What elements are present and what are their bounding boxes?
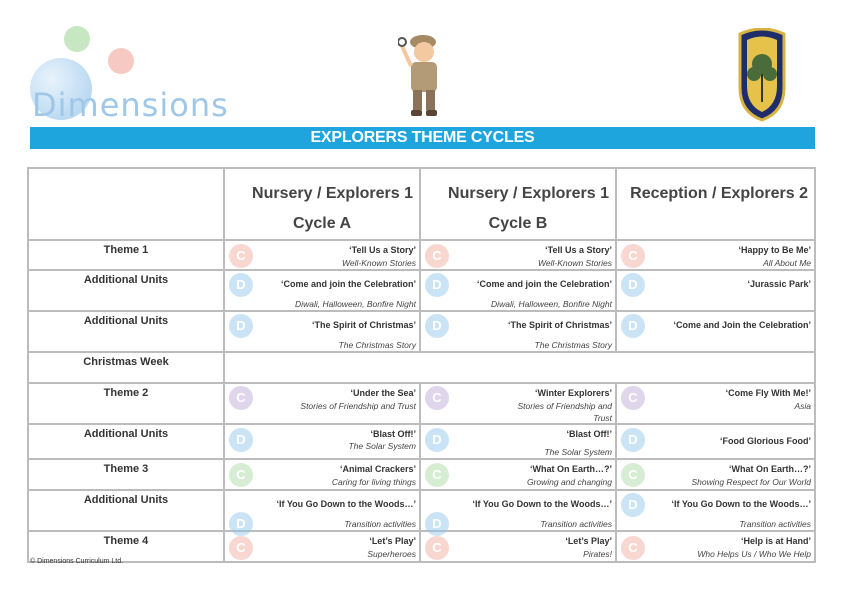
unit-subtitle: Transition activities [739,519,811,529]
header-cycle-a [224,168,420,240]
table-row [28,270,815,311]
unit-title: ‘If You Go Down to the Woods…’ [671,499,811,509]
logo-word: Dimensions [32,86,229,124]
unit-subtitle: Stories of Friendship and Trust [300,401,416,411]
cycle-d-icon: D [229,314,253,338]
row-label: Theme 2 [28,383,224,424]
cycle-d-icon: D [425,314,449,338]
row-label: Theme 4 [28,531,224,562]
header-blank-cell [28,168,224,240]
theme-cycles-table [27,167,816,563]
cycle-c-icon: C [425,386,449,410]
cycle-d-icon: D [621,493,645,517]
cycle-d-icon: D [229,428,253,452]
unit-title: ‘The Spirit of Christmas’ [311,320,416,330]
unit-subtitle: Transition activities [540,519,612,529]
unit-cell [420,531,616,562]
unit-cell [616,270,815,311]
unit-title: ‘Tell Us a Story’ [349,245,416,255]
unit-cell [616,531,815,562]
row-label: Theme 3 [28,459,224,490]
unit-cell [420,424,616,459]
cycle-c-icon: C [621,386,645,410]
unit-title: ‘Let’s Play’ [369,536,416,546]
unit-title: ‘Blast Off!’ [370,429,416,439]
cycle-d-icon: D [229,273,253,297]
unit-cell [420,240,616,270]
table-row [28,311,815,352]
unit-subtitle: Well-Known Stories [341,258,416,268]
unit-subtitle: Diwali, Halloween, Bonfire Night [295,299,416,309]
table-row [28,490,815,531]
school-crest-icon [738,28,786,122]
header-reception [616,168,815,240]
unit-title: ‘Come Fly With Me!’ [725,388,811,398]
unit-cell [224,459,420,490]
cycle-d-icon: D [621,314,645,338]
cycle-d-icon: D [425,428,449,452]
unit-subtitle: Transition activities [344,519,416,529]
unit-cell [224,311,420,352]
unit-title: ‘Come and Join the Celebration’ [673,320,811,330]
unit-title: ‘The Spirit of Christmas’ [507,320,612,330]
unit-title: ‘Blast Off!’ [566,429,612,439]
cycle-c-icon: C [425,536,449,560]
cycle-c-icon: C [425,244,449,268]
unit-subtitle: The Christmas Story [534,340,612,350]
row-label: Additional Units [28,424,224,459]
unit-title: ‘If You Go Down to the Woods…’ [276,499,416,509]
unit-title: ‘Come and join the Celebration’ [476,279,612,289]
unit-cell [616,424,815,459]
unit-title: ‘Winter Explorers’ [535,388,612,398]
cycle-d-icon: D [229,512,253,536]
unit-title: ‘If You Go Down to the Woods…’ [472,499,612,509]
unit-cell [420,383,616,424]
table-row [28,240,815,270]
unit-title: ‘Under the Sea’ [350,388,416,398]
unit-title: ‘What On Earth…?’ [729,464,811,474]
unit-subtitle: All About Me [763,258,811,268]
dimensions-logo [28,24,229,124]
unit-cell [224,383,420,424]
cycle-c-icon: C [229,386,253,410]
unit-subtitle: Who Helps Us / Who We Help [697,549,811,559]
logo-bubble-pink [108,48,134,74]
unit-subtitle: Well-Known Stories [537,258,612,268]
unit-cell [616,490,815,531]
cycle-c-icon: C [621,463,645,487]
table-row [28,424,815,459]
table-row [28,531,815,562]
cycle-c-icon: C [621,536,645,560]
cycle-d-icon: D [621,273,645,297]
header-sublabel: Cycle B [488,215,548,232]
unit-cell [224,531,420,562]
unit-subtitle: Asia [794,401,811,411]
unit-subtitle: Diwali, Halloween, Bonfire Night [491,299,612,309]
page-title: EXPLORERS THEME CYCLES [30,127,815,149]
unit-title: ‘Tell Us a Story’ [545,245,612,255]
unit-subtitle: The Christmas Story [338,340,416,350]
unit-subtitle: Showing Respect for Our World [691,477,811,487]
unit-subtitle: Stories of Friendship and Trust [517,401,612,423]
cycle-c-icon: C [229,536,253,560]
cycle-d-icon: D [621,428,645,452]
unit-cell [420,311,616,352]
row-label: Theme 1 [28,240,224,270]
table-row [28,459,815,490]
unit-title: ‘Let’s Play’ [565,536,612,546]
logo-bubble-green [64,26,90,52]
unit-subtitle: Pirates! [583,549,612,559]
unit-title: ‘What On Earth…?’ [530,464,612,474]
row-label: Additional Units [28,311,224,352]
unit-cell [616,383,815,424]
explorer-character-icon [398,30,448,120]
cycle-c-icon: C [425,463,449,487]
cycle-d-icon: D [425,512,449,536]
cycle-c-icon: C [229,244,253,268]
unit-title: ‘Come and join the Celebration’ [280,279,416,289]
unit-cell [616,459,815,490]
table-row [28,383,815,424]
unit-subtitle: Caring for living things [331,477,416,487]
unit-title: ‘Jurassic Park’ [747,279,811,289]
row-label: Additional Units [28,490,224,531]
cycle-c-icon: C [621,244,645,268]
table-row [28,352,815,383]
unit-cell [420,270,616,311]
row-label: Christmas Week [28,352,224,383]
unit-cell [420,459,616,490]
christmas-week-cell [224,352,815,383]
unit-cell [224,424,420,459]
unit-cell [616,311,815,352]
unit-subtitle: The Solar System [544,447,612,457]
header-cycle-b [420,168,616,240]
unit-cell [224,270,420,311]
cycle-d-icon: D [425,273,449,297]
header-label: Reception / Explorers 2 [630,185,808,202]
unit-cell [224,240,420,270]
unit-cell [224,490,420,531]
header-label: Nursery / Explorers 1 [252,185,413,202]
header-row [28,168,815,240]
unit-title: ‘Happy to Be Me’ [738,245,811,255]
unit-cell [420,490,616,531]
unit-subtitle: Growing and changing [526,477,612,487]
unit-title: ‘Animal Crackers’ [339,464,416,474]
header-sublabel: Cycle A [292,215,352,232]
unit-cell [616,240,815,270]
unit-subtitle: Superheroes [367,549,416,559]
unit-title: ‘Help is at Hand’ [740,536,811,546]
header-label: Nursery / Explorers 1 [448,185,609,202]
unit-subtitle: The Solar System [348,441,416,451]
row-label: Additional Units [28,270,224,311]
cycle-c-icon: C [229,463,253,487]
copyright-footer: © Dimensions Curriculum Ltd. [30,558,124,565]
unit-title: ‘Food Glorious Food’ [720,436,811,446]
